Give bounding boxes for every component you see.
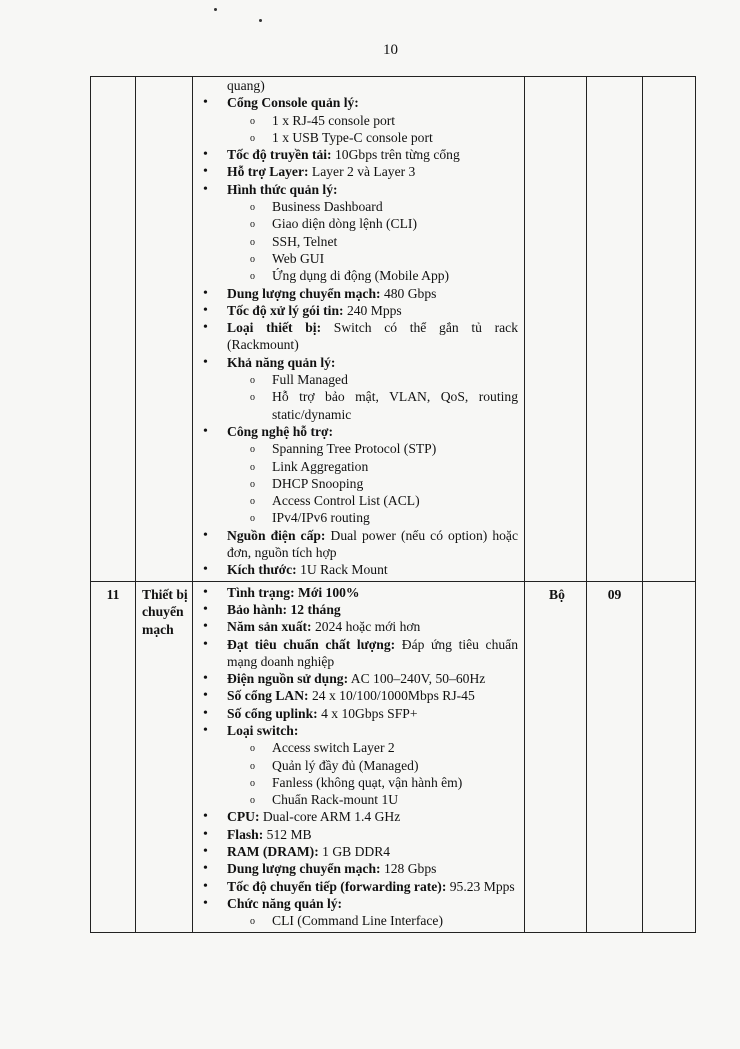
spec-label: Loại switch: — [227, 722, 299, 738]
spec-label: Tốc độ chuyển tiếp (forwarding rate): — [227, 878, 447, 894]
spec-item — [227, 146, 518, 163]
sub-item: o Access Control List (ACL) — [272, 492, 518, 509]
page-number: 10 — [383, 42, 398, 58]
spec-item — [227, 527, 518, 562]
sub-item: o Access switch Layer 2 — [272, 739, 518, 756]
sub-item: o SSH, Telnet — [272, 233, 518, 250]
sub-list — [227, 912, 518, 929]
spec-item — [227, 878, 518, 895]
sub-list — [227, 112, 518, 147]
spec-value: AC 100–240V, 50–60Hz — [348, 671, 486, 687]
spec-item — [227, 181, 518, 285]
spec-label: Loại thiết bị: — [227, 320, 322, 336]
table-row — [91, 77, 696, 582]
scan-speck — [214, 8, 217, 11]
spec-value: 512 MB — [263, 826, 312, 842]
qty-cell: 09 — [587, 581, 643, 932]
spec-item — [227, 163, 518, 180]
spec-item — [227, 302, 518, 319]
spec-value: 10Gbps trên từng cổng — [331, 147, 460, 163]
spec-value: 1U Rack Mount — [296, 562, 388, 578]
sub-item: o Fanless (không quạt, vận hành êm) — [272, 774, 518, 791]
spec-label: Hình thức quản lý: — [227, 181, 338, 197]
spec-label: RAM (DRAM): — [227, 844, 319, 860]
spec-value: 2024 hoặc mới hơn — [311, 619, 421, 635]
stt-cell: 11 — [91, 581, 136, 932]
spec-value: Đáp ứng tiêu chuẩn mạng doanh nghiệp — [227, 636, 519, 669]
note-cell — [643, 77, 696, 582]
sub-list — [227, 371, 518, 423]
sub-item: o CLI (Command Line Interface) — [272, 912, 518, 929]
sub-item: o Full Managed — [272, 371, 518, 388]
sub-item: o 1 x USB Type-C console port — [272, 129, 518, 146]
description-cell — [193, 581, 525, 932]
spec-value: 24 x 10/100/1000Mbps RJ-45 — [308, 688, 475, 704]
sub-item: o Spanning Tree Protocol (STP) — [272, 440, 518, 457]
scan-speck — [259, 19, 262, 22]
spec-label: Kích thước: — [227, 562, 297, 578]
sub-item: o Link Aggregation — [272, 458, 518, 475]
spec-label: Đạt tiêu chuẩn chất lượng: — [227, 636, 396, 652]
note-cell — [643, 581, 696, 932]
spec-label: Tốc độ truyền tải: — [227, 147, 332, 163]
spec-item — [227, 860, 518, 877]
spec-label: Khả năng quản lý: — [227, 354, 336, 370]
item-name: Thiết bị chuyển mạch — [136, 581, 193, 932]
spec-label: Số cổng uplink: — [227, 705, 318, 721]
sub-item: o Chuẩn Rack-mount 1U — [272, 791, 518, 808]
spec-item — [227, 843, 518, 860]
sub-item: o IPv4/IPv6 routing — [272, 509, 518, 526]
spec-label: Tốc độ xử lý gói tin: — [227, 302, 344, 318]
spec-item — [227, 705, 518, 722]
spec-item — [227, 670, 518, 687]
spec-item — [227, 722, 518, 808]
sub-item: o DHCP Snooping — [272, 475, 518, 492]
sub-item: o Hỗ trợ bảo mật, VLAN, QoS, routing static/dynamic — [272, 388, 518, 423]
sub-item: o Ứng dụng di động (Mobile App) — [272, 267, 518, 284]
spec-value: 4 x 10Gbps SFP+ — [317, 705, 418, 721]
sub-list — [227, 440, 518, 526]
spec-value: Layer 2 và Layer 3 — [308, 164, 416, 180]
spec-list — [199, 584, 518, 930]
sub-item: o Web GUI — [272, 250, 518, 267]
spec-value: Switch có thể gắn tủ rack (Rackmount) — [227, 320, 518, 353]
spec-item — [227, 94, 518, 146]
spec-item — [227, 423, 518, 527]
continued-text: quang) — [227, 78, 265, 93]
spec-value: 240 Mpps — [343, 302, 402, 318]
spec-value: 95.23 Mpps — [446, 878, 515, 894]
spec-label: Flash: — [227, 826, 264, 842]
spec-value: Dual power (nếu có option) hoặc đơn, nguồn tích hợp — [227, 527, 518, 561]
spec-item — [227, 808, 518, 825]
spec-item — [227, 895, 518, 930]
spec-item — [227, 826, 518, 843]
sub-list — [227, 739, 518, 808]
sub-list — [227, 198, 518, 284]
name-cell — [136, 77, 193, 582]
spec-label: CPU: — [227, 809, 260, 825]
spec-value: 1 GB DDR4 — [318, 844, 391, 860]
spec-label: Tình trạng: Mới 100% — [227, 584, 360, 600]
spec-item — [227, 319, 518, 354]
spec-label: Nguồn điện cấp: — [227, 527, 326, 543]
spec-item — [227, 285, 518, 302]
spec-item — [227, 601, 518, 618]
spec-item — [227, 687, 518, 704]
spec-label: Năm sản xuất: — [227, 619, 312, 635]
spec-item — [227, 618, 518, 635]
spec-label: Hỗ trợ Layer: — [227, 164, 309, 180]
stt-cell — [91, 77, 136, 582]
sub-item: o Business Dashboard — [272, 198, 518, 215]
spec-label: Số cổng LAN: — [227, 688, 309, 704]
unit-cell: Bộ — [525, 581, 587, 932]
sub-item: o Quản lý đầy đủ (Managed) — [272, 757, 518, 774]
spec-table — [90, 76, 696, 933]
spec-value: 128 Gbps — [380, 861, 437, 877]
spec-label: Điện nguồn sử dụng: — [227, 671, 349, 687]
spec-label: Công nghệ hỗ trợ: — [227, 423, 334, 439]
spec-item — [227, 584, 518, 601]
spec-label: Chức năng quản lý: — [227, 895, 343, 911]
sub-item: o Giao diện dòng lệnh (CLI) — [272, 215, 518, 232]
unit-cell — [525, 77, 587, 582]
spec-item — [227, 354, 518, 423]
description-cell — [193, 77, 525, 582]
spec-list — [199, 94, 518, 578]
spec-label: Dung lượng chuyển mạch: — [227, 861, 381, 877]
sub-item: o 1 x RJ-45 console port — [272, 112, 518, 129]
spec-label: Bảo hành: 12 tháng — [227, 601, 341, 617]
spec-item — [227, 561, 518, 578]
spec-label: Dung lượng chuyển mạch: — [227, 285, 381, 301]
table-row — [91, 581, 696, 932]
qty-cell — [587, 77, 643, 582]
spec-item — [227, 636, 518, 671]
spec-value: Dual-core ARM 1.4 GHz — [259, 809, 401, 825]
spec-value: 480 Gbps — [380, 285, 437, 301]
spec-label: Cổng Console quản lý: — [227, 95, 359, 111]
